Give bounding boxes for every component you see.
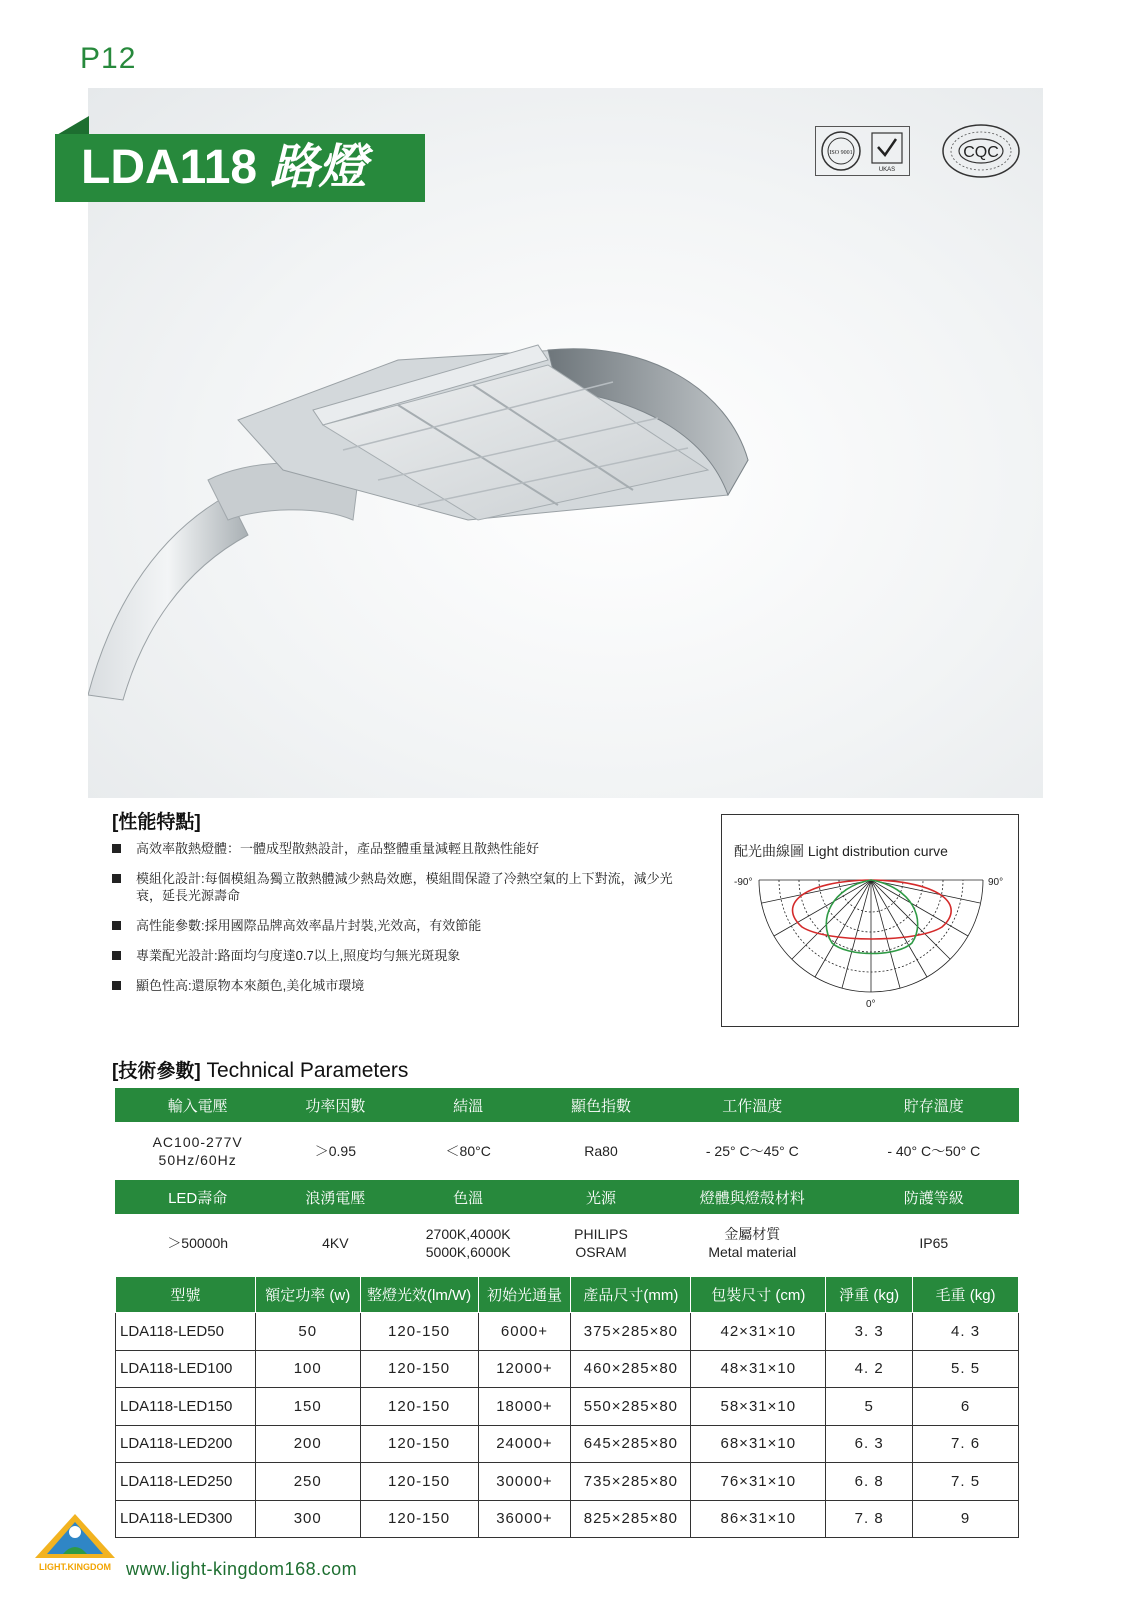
param-header: 輸入電壓 — [115, 1088, 280, 1122]
param-value: IP65 — [919, 1235, 949, 1251]
tech-heading — [112, 1056, 408, 1083]
param-header: 功率因數 — [280, 1088, 390, 1122]
website-link[interactable]: www.light-kingdom168.com — [126, 1559, 358, 1579]
param-value: Ra80 — [584, 1143, 618, 1159]
model-cell: LDA118-LED200 — [116, 1425, 256, 1463]
table-row — [116, 1350, 1019, 1388]
efficacy-cell: 120-150 — [360, 1425, 478, 1463]
params-header-row-2 — [115, 1180, 1019, 1214]
power-column-header: 額定功率 (w) — [255, 1277, 360, 1313]
gross-weight-cell: 5. 5 — [913, 1350, 1019, 1388]
feature-item: 高性能參數:採用國際品牌高效率晶片封裝,光效高，有效節能 — [112, 917, 682, 934]
table-row — [116, 1500, 1019, 1538]
param-value: PHILIPS OSRAM — [574, 1226, 628, 1260]
param-value: - 25° C～45° C — [705, 1143, 799, 1159]
features-list — [112, 840, 682, 1007]
product-size-cell: 735×285×80 — [571, 1463, 691, 1501]
param-header: 浪湧電壓 — [280, 1180, 390, 1214]
table-row — [116, 1313, 1019, 1351]
product-title — [55, 134, 425, 202]
param-header: 防護等級 — [849, 1180, 1019, 1214]
params-value-row-2 — [115, 1214, 1019, 1272]
feature-item: 顯色性高:還原物本來顏色,美化城市環境 — [112, 977, 682, 994]
gross-weight-column-header: 毛重 (kg) — [913, 1277, 1019, 1313]
package-size-cell: 48×31×10 — [691, 1350, 826, 1388]
flux-cell: 24000+ — [478, 1425, 571, 1463]
red-curve — [793, 880, 952, 939]
efficacy-cell: 120-150 — [360, 1350, 478, 1388]
net-weight-cell: 6. 3 — [826, 1425, 913, 1463]
net-weight-cell: 4. 2 — [826, 1350, 913, 1388]
model-cell: LDA118-LED150 — [116, 1388, 256, 1426]
package-size-column-header: 包裝尺寸 (cm) — [691, 1277, 826, 1313]
product-size-column-header: 產品尺寸(mm) — [571, 1277, 691, 1313]
feature-item: 模組化設計:每個模組為獨立散熱體減少熱島效應，模組間保證了冷熱空氣的上下對流，減少光衰，延長光源壽命 — [112, 870, 682, 904]
param-header: 結溫 — [390, 1088, 546, 1122]
feature-item: 專業配光設計:路面均勻度達0.7以上,照度均勻無光斑現象 — [112, 947, 682, 964]
curve-label-right: 90° — [988, 877, 1004, 888]
flux-column-header: 初始光通量 — [478, 1277, 571, 1313]
flux-cell: 18000+ — [478, 1388, 571, 1426]
power-cell: 50 — [255, 1313, 360, 1351]
product-size-cell: 460×285×80 — [571, 1350, 691, 1388]
param-header: 燈體與燈殼材料 — [656, 1180, 849, 1214]
efficacy-cell: 120-150 — [360, 1463, 478, 1501]
param-value: 金屬材質 Metal material — [708, 1226, 797, 1260]
flux-cell: 6000+ — [478, 1313, 571, 1351]
page-number: P12 — [80, 42, 137, 75]
model-cell: LDA118-LED300 — [116, 1500, 256, 1538]
param-value: 4KV — [322, 1235, 349, 1251]
light-kingdom-logo — [33, 1512, 123, 1579]
param-header: 貯存溫度 — [849, 1088, 1019, 1122]
power-cell: 200 — [255, 1425, 360, 1463]
package-size-cell: 68×31×10 — [691, 1425, 826, 1463]
gross-weight-cell: 6 — [913, 1388, 1019, 1426]
params-value-row-1 — [115, 1122, 1019, 1180]
param-header: 色溫 — [390, 1180, 546, 1214]
package-size-cell: 76×31×10 — [691, 1463, 826, 1501]
param-header: 光源 — [546, 1180, 656, 1214]
gross-weight-cell: 9 — [913, 1500, 1019, 1538]
table-row — [116, 1463, 1019, 1501]
package-size-cell: 42×31×10 — [691, 1313, 826, 1351]
models-header-row — [116, 1277, 1019, 1313]
tech-heading-zh: [技術參數] — [112, 1061, 201, 1082]
package-size-cell: 58×31×10 — [691, 1388, 826, 1426]
curve-label-left: -90° — [734, 877, 753, 888]
product-model: LDA118 — [81, 141, 258, 194]
power-cell: 300 — [255, 1500, 360, 1538]
tech-heading-en: Technical Parameters — [200, 1059, 409, 1082]
net-weight-cell: 7. 8 — [826, 1500, 913, 1538]
net-weight-cell: 6. 8 — [826, 1463, 913, 1501]
models-table — [115, 1276, 1019, 1538]
efficacy-cell: 120-150 — [360, 1388, 478, 1426]
product-type: 路燈 — [270, 141, 367, 194]
model-cell: LDA118-LED50 — [116, 1313, 256, 1351]
table-row — [116, 1388, 1019, 1426]
flux-cell: 30000+ — [478, 1463, 571, 1501]
parameters-table — [115, 1088, 1019, 1272]
efficacy-column-header: 整燈光效(lm/W) — [360, 1277, 478, 1313]
param-value: AC100-277V 50Hz/60Hz — [152, 1134, 243, 1168]
param-header: LED壽命 — [115, 1180, 280, 1214]
curve-label-bottom: 0° — [866, 999, 876, 1010]
gross-weight-cell: 7. 6 — [913, 1425, 1019, 1463]
net-weight-cell: 5 — [826, 1388, 913, 1426]
gross-weight-cell: 7. 5 — [913, 1463, 1019, 1501]
iso-text: ISO 9001 — [829, 150, 853, 156]
param-value: - 40° C～50° C — [887, 1143, 981, 1159]
model-column-header: 型號 — [116, 1277, 256, 1313]
model-cell: LDA118-LED250 — [116, 1463, 256, 1501]
param-value: ＞50000h — [167, 1235, 229, 1251]
efficacy-cell: 120-150 — [360, 1313, 478, 1351]
param-header: 工作溫度 — [656, 1088, 849, 1122]
gross-weight-cell: 4. 3 — [913, 1313, 1019, 1351]
product-size-cell: 645×285×80 — [571, 1425, 691, 1463]
param-header: 顯色指數 — [546, 1088, 656, 1122]
cqc-certification-badge — [940, 122, 1022, 180]
param-value: ＞0.95 — [314, 1143, 356, 1159]
iso-ukas-certification-badge — [815, 126, 910, 176]
params-header-row-1 — [115, 1088, 1019, 1122]
logo-brand-text: LIGHT.KINGDOM — [39, 1562, 111, 1572]
light-distribution-curve — [721, 814, 1019, 1027]
feature-item: 高效率散熱燈體：一體成型散熱設計，產品整體重量減輕且散熱性能好 — [112, 840, 682, 857]
features-heading: [性能特點] — [112, 812, 201, 833]
efficacy-cell: 120-150 — [360, 1500, 478, 1538]
power-cell: 150 — [255, 1388, 360, 1426]
title-tab-decoration — [55, 116, 89, 136]
flux-cell: 36000+ — [478, 1500, 571, 1538]
polar-grid — [759, 880, 983, 992]
power-cell: 250 — [255, 1463, 360, 1501]
product-size-cell: 825×285×80 — [571, 1500, 691, 1538]
green-curve — [826, 880, 917, 954]
net-weight-column-header: 淨重 (kg) — [826, 1277, 913, 1313]
param-value: ＜80°C — [445, 1143, 491, 1159]
model-cell: LDA118-LED100 — [116, 1350, 256, 1388]
package-size-cell: 86×31×10 — [691, 1500, 826, 1538]
ukas-text: UKAS — [878, 167, 896, 173]
street-lamp-illustration — [88, 330, 788, 735]
curve-title: 配光曲線圖 Light distribution curve — [734, 843, 948, 859]
cqc-text: CQC — [963, 144, 999, 161]
product-size-cell: 375×285×80 — [571, 1313, 691, 1351]
power-cell: 100 — [255, 1350, 360, 1388]
product-size-cell: 550×285×80 — [571, 1388, 691, 1426]
flux-cell: 12000+ — [478, 1350, 571, 1388]
net-weight-cell: 3. 3 — [826, 1313, 913, 1351]
param-value: 2700K,4000K 5000K,6000K — [425, 1226, 511, 1260]
table-row — [116, 1425, 1019, 1463]
